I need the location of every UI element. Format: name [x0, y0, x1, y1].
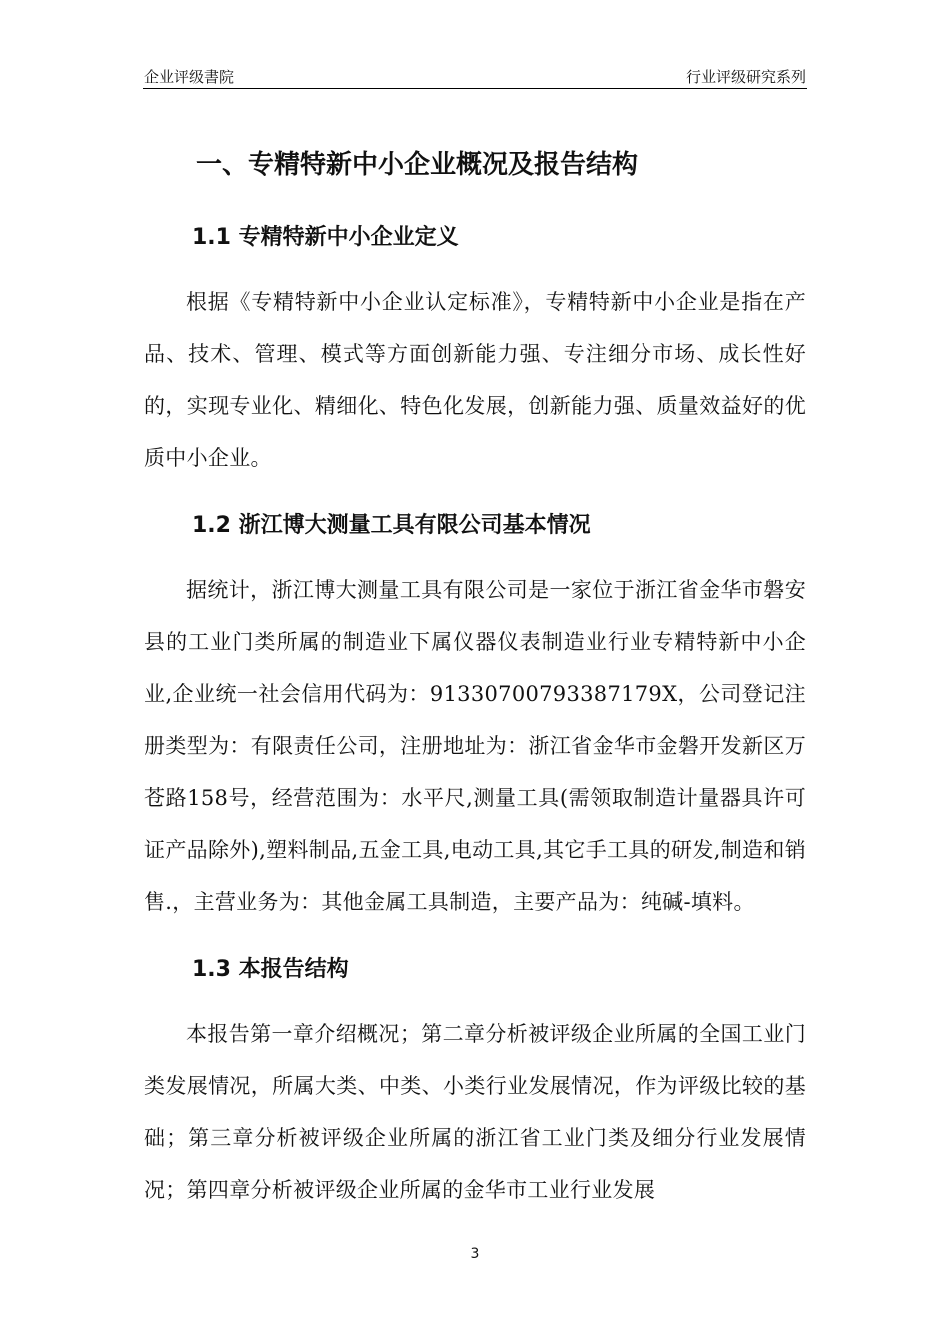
- section-heading-1-3: 1.3 本报告结构: [192, 957, 349, 982]
- section-paragraph-1-2: 据统计，浙江博大测量工具有限公司是一家位于浙江省金华市磐安县的工业门类所属的制造业下属仪器仪表制造业行业专精特新中小企业,企业统一社会信用代码为：91330700793387179X，公司登记注册类型为：有限责任公司，注册地址为：浙江省金华市金磐开发新区万苍路158号，经营范围为：水平尺,测量工具(需领取制造计量器具许可证产品除外),塑料制品,五金工具,电动工具,其它手工具的研发,制造和销售.，主营业务为：其他金属工具制造，主要产品为：纯碱-填料。: [144, 578, 806, 914]
- header-right-text: 行业评级研究系列: [685, 68, 806, 86]
- chapter-title: 一、专精特新中小企业概况及报告结构: [196, 150, 639, 180]
- section-heading-1-2: 1.2 浙江博大测量工具有限公司基本情况: [192, 513, 591, 538]
- header-left-text: 企业评级書院: [144, 68, 235, 86]
- page-number: 3: [470, 1246, 480, 1262]
- section-paragraph-1-3: 本报告第一章介绍概况；第二章分析被评级企业所属的全国工业门类发展情况，所属大类、中类、小类行业发展情况，作为评级比较的基础；第三章分析被评级企业所属的浙江省工业门类及细分行业发展情况；第四章分析被评级企业所属的金华市工业行业发展: [144, 1022, 806, 1202]
- document-body: [144, 140, 806, 1236]
- section-heading-1-1: 1.1 专精特新中小企业定义: [192, 225, 459, 250]
- header-divider: [143, 88, 807, 89]
- section-paragraph-1-1: 根据《专精特新中小企业认定标准》，专精特新中小企业是指在产品、技术、管理、模式等方面创新能力强、专注细分市场、成长性好的，实现专业化、精细化、特色化发展，创新能力强、质量效益好的优质中小企业。: [144, 290, 806, 470]
